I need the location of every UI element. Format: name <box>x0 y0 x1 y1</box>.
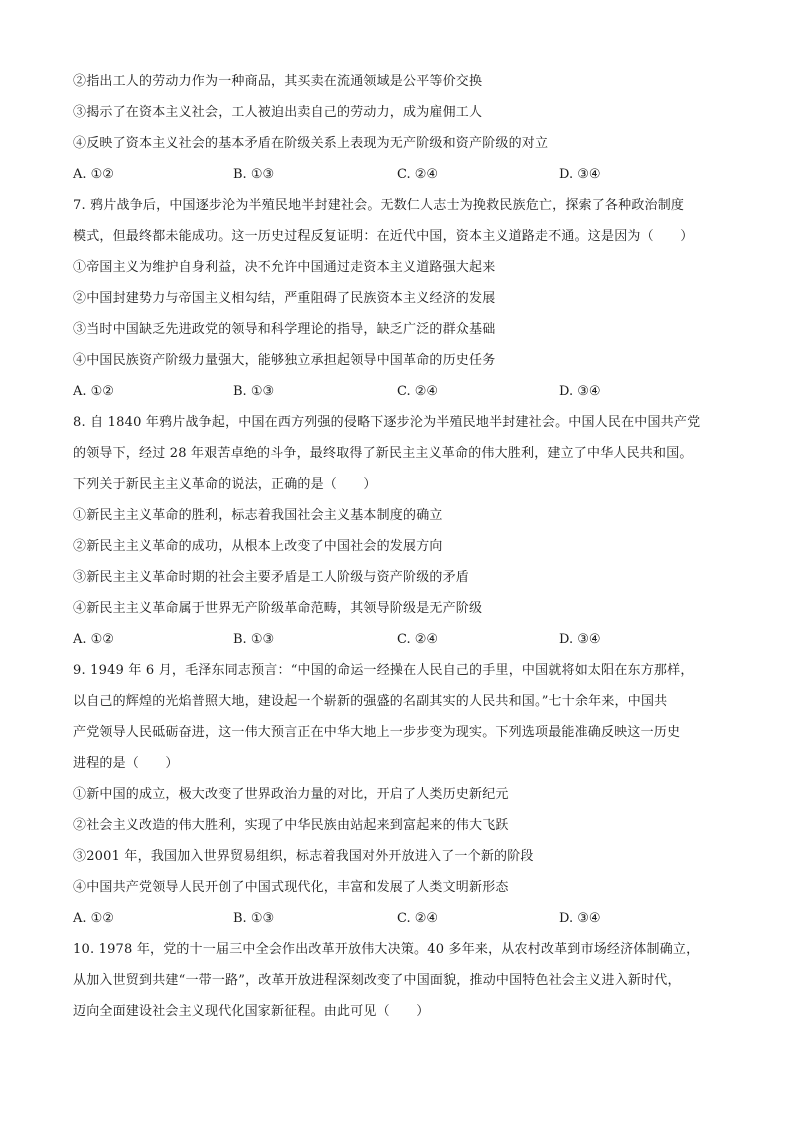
statement-3: ③当时中国缺乏先进政党的领导和科学理论的指导，缺乏广泛的群众基础 <box>73 322 496 337</box>
statement-3: ③2001 年，我国加入世界贸易组织，标志着我国对外开放进入了一个新的阶段 <box>73 849 534 864</box>
option-d[interactable]: D. ③④ <box>559 384 601 399</box>
option-a[interactable]: A. ①② <box>73 632 114 647</box>
option-d[interactable]: D. ③④ <box>559 911 601 926</box>
answer-options <box>73 624 743 655</box>
answer-options <box>73 376 743 407</box>
question-stem: 以自己的辉煌的光焰普照大地，建设起一个崭新的强盛的名副其实的人民共和国。”七十余年来，中国共 <box>73 694 668 709</box>
question-6-tail <box>73 66 743 190</box>
question-stem: 8. 自 1840 年鸦片战争起，中国在西方列强的侵略下逐步沦为半殖民地半封建社会。中国人民在中国共产党 <box>73 415 701 430</box>
option-b[interactable]: B. ①③ <box>233 632 275 647</box>
question-stem: 进程的是（ ） <box>73 756 179 771</box>
question-7 <box>73 190 743 407</box>
question-stem: 从加入世贸到共建“一带一路”，改革开放进程深刻改变了中国面貌，推动中国特色社会主义进入新时代， <box>73 973 681 988</box>
statement-1: ①新民主主义革命的胜利，标志着我国社会主义基本制度的确立 <box>73 508 443 523</box>
option-c[interactable]: C. ②④ <box>397 632 439 647</box>
statement-2: ②中国封建势力与帝国主义相勾结，严重阻碍了民族资本主义经济的发展 <box>73 291 496 306</box>
question-stem: 产党领导人民砥砺奋进，这一伟大预言正在中华大地上一步步变为现实。下列选项最能准确反映这一历史 <box>73 725 681 740</box>
question-8 <box>73 407 743 655</box>
option-d[interactable]: D. ③④ <box>559 632 601 647</box>
statement-3: ③揭示了在资本主义社会，工人被迫出卖自己的劳动力，成为雇佣工人 <box>73 105 483 120</box>
option-c[interactable]: C. ②④ <box>397 384 439 399</box>
option-b[interactable]: B. ①③ <box>233 167 275 182</box>
question-stem: 迈向全面建设社会主义现代化国家新征程。由此可见（ ） <box>73 1004 430 1019</box>
statement-1: ①新中国的成立，极大改变了世界政治力量的对比，开启了人类历史新纪元 <box>73 787 509 802</box>
option-b[interactable]: B. ①③ <box>233 384 275 399</box>
option-d[interactable]: D. ③④ <box>559 167 601 182</box>
question-stem: 模式，但最终都未能成功。这一历史过程反复证明：在近代中国，资本主义道路走不通。这是因为（ ） <box>73 229 694 244</box>
question-10 <box>73 934 743 1027</box>
answer-options <box>73 159 743 190</box>
statement-4: ④新民主主义革命属于世界无产阶级革命范畴，其领导阶级是无产阶级 <box>73 601 483 616</box>
option-a[interactable]: A. ①② <box>73 167 114 182</box>
statement-2: ②指出工人的劳动力作为一种商品，其买卖在流通领域是公平等价交换 <box>73 74 483 89</box>
statement-1: ①帝国主义为维护自身利益，决不允许中国通过走资本主义道路强大起来 <box>73 260 496 275</box>
question-stem: 9. 1949 年 6 月，毛泽东同志预言：“中国的命运一经操在人民自己的手里，中国就将如太阳在东方那样， <box>73 663 694 678</box>
question-content <box>73 66 743 1027</box>
option-a[interactable]: A. ①② <box>73 911 114 926</box>
statement-3: ③新民主主义革命时期的社会主要矛盾是工人阶级与资产阶级的矛盾 <box>73 570 470 585</box>
option-c[interactable]: C. ②④ <box>397 167 439 182</box>
question-stem: 下列关于新民主主义革命的说法，正确的是（ ） <box>73 477 377 492</box>
question-9 <box>73 655 743 934</box>
question-stem: 7. 鸦片战争后，中国逐步沦为半殖民地半封建社会。无数仁人志士为挽救民族危亡，探索了各种政治制度 <box>73 198 685 213</box>
question-stem: 10. 1978 年，党的十一届三中全会作出改革开放伟大决策。40 多年来，从农村改革到市场经济体制确立， <box>73 942 700 957</box>
statement-4: ④中国共产党领导人民开创了中国式现代化，丰富和发展了人类文明新形态 <box>73 880 509 895</box>
statement-4: ④中国民族资产阶级力量强大，能够独立承担起领导中国革命的历史任务 <box>73 353 496 368</box>
option-b[interactable]: B. ①③ <box>233 911 275 926</box>
statement-2: ②社会主义改造的伟大胜利，实现了中华民族由站起来到富起来的伟大飞跃 <box>73 818 509 833</box>
option-c[interactable]: C. ②④ <box>397 911 439 926</box>
question-stem: 的领导下，经过 28 年艰苦卓绝的斗争，最终取得了新民主主义革命的伟大胜利，建立了中华人民共和国。 <box>73 446 693 461</box>
option-a[interactable]: A. ①② <box>73 384 114 399</box>
answer-options <box>73 903 743 934</box>
statement-2: ②新民主主义革命的成功，从根本上改变了中国社会的发展方向 <box>73 539 443 554</box>
statement-4: ④反映了资本主义社会的基本矛盾在阶级关系上表现为无产阶级和资产阶级的对立 <box>73 136 549 151</box>
